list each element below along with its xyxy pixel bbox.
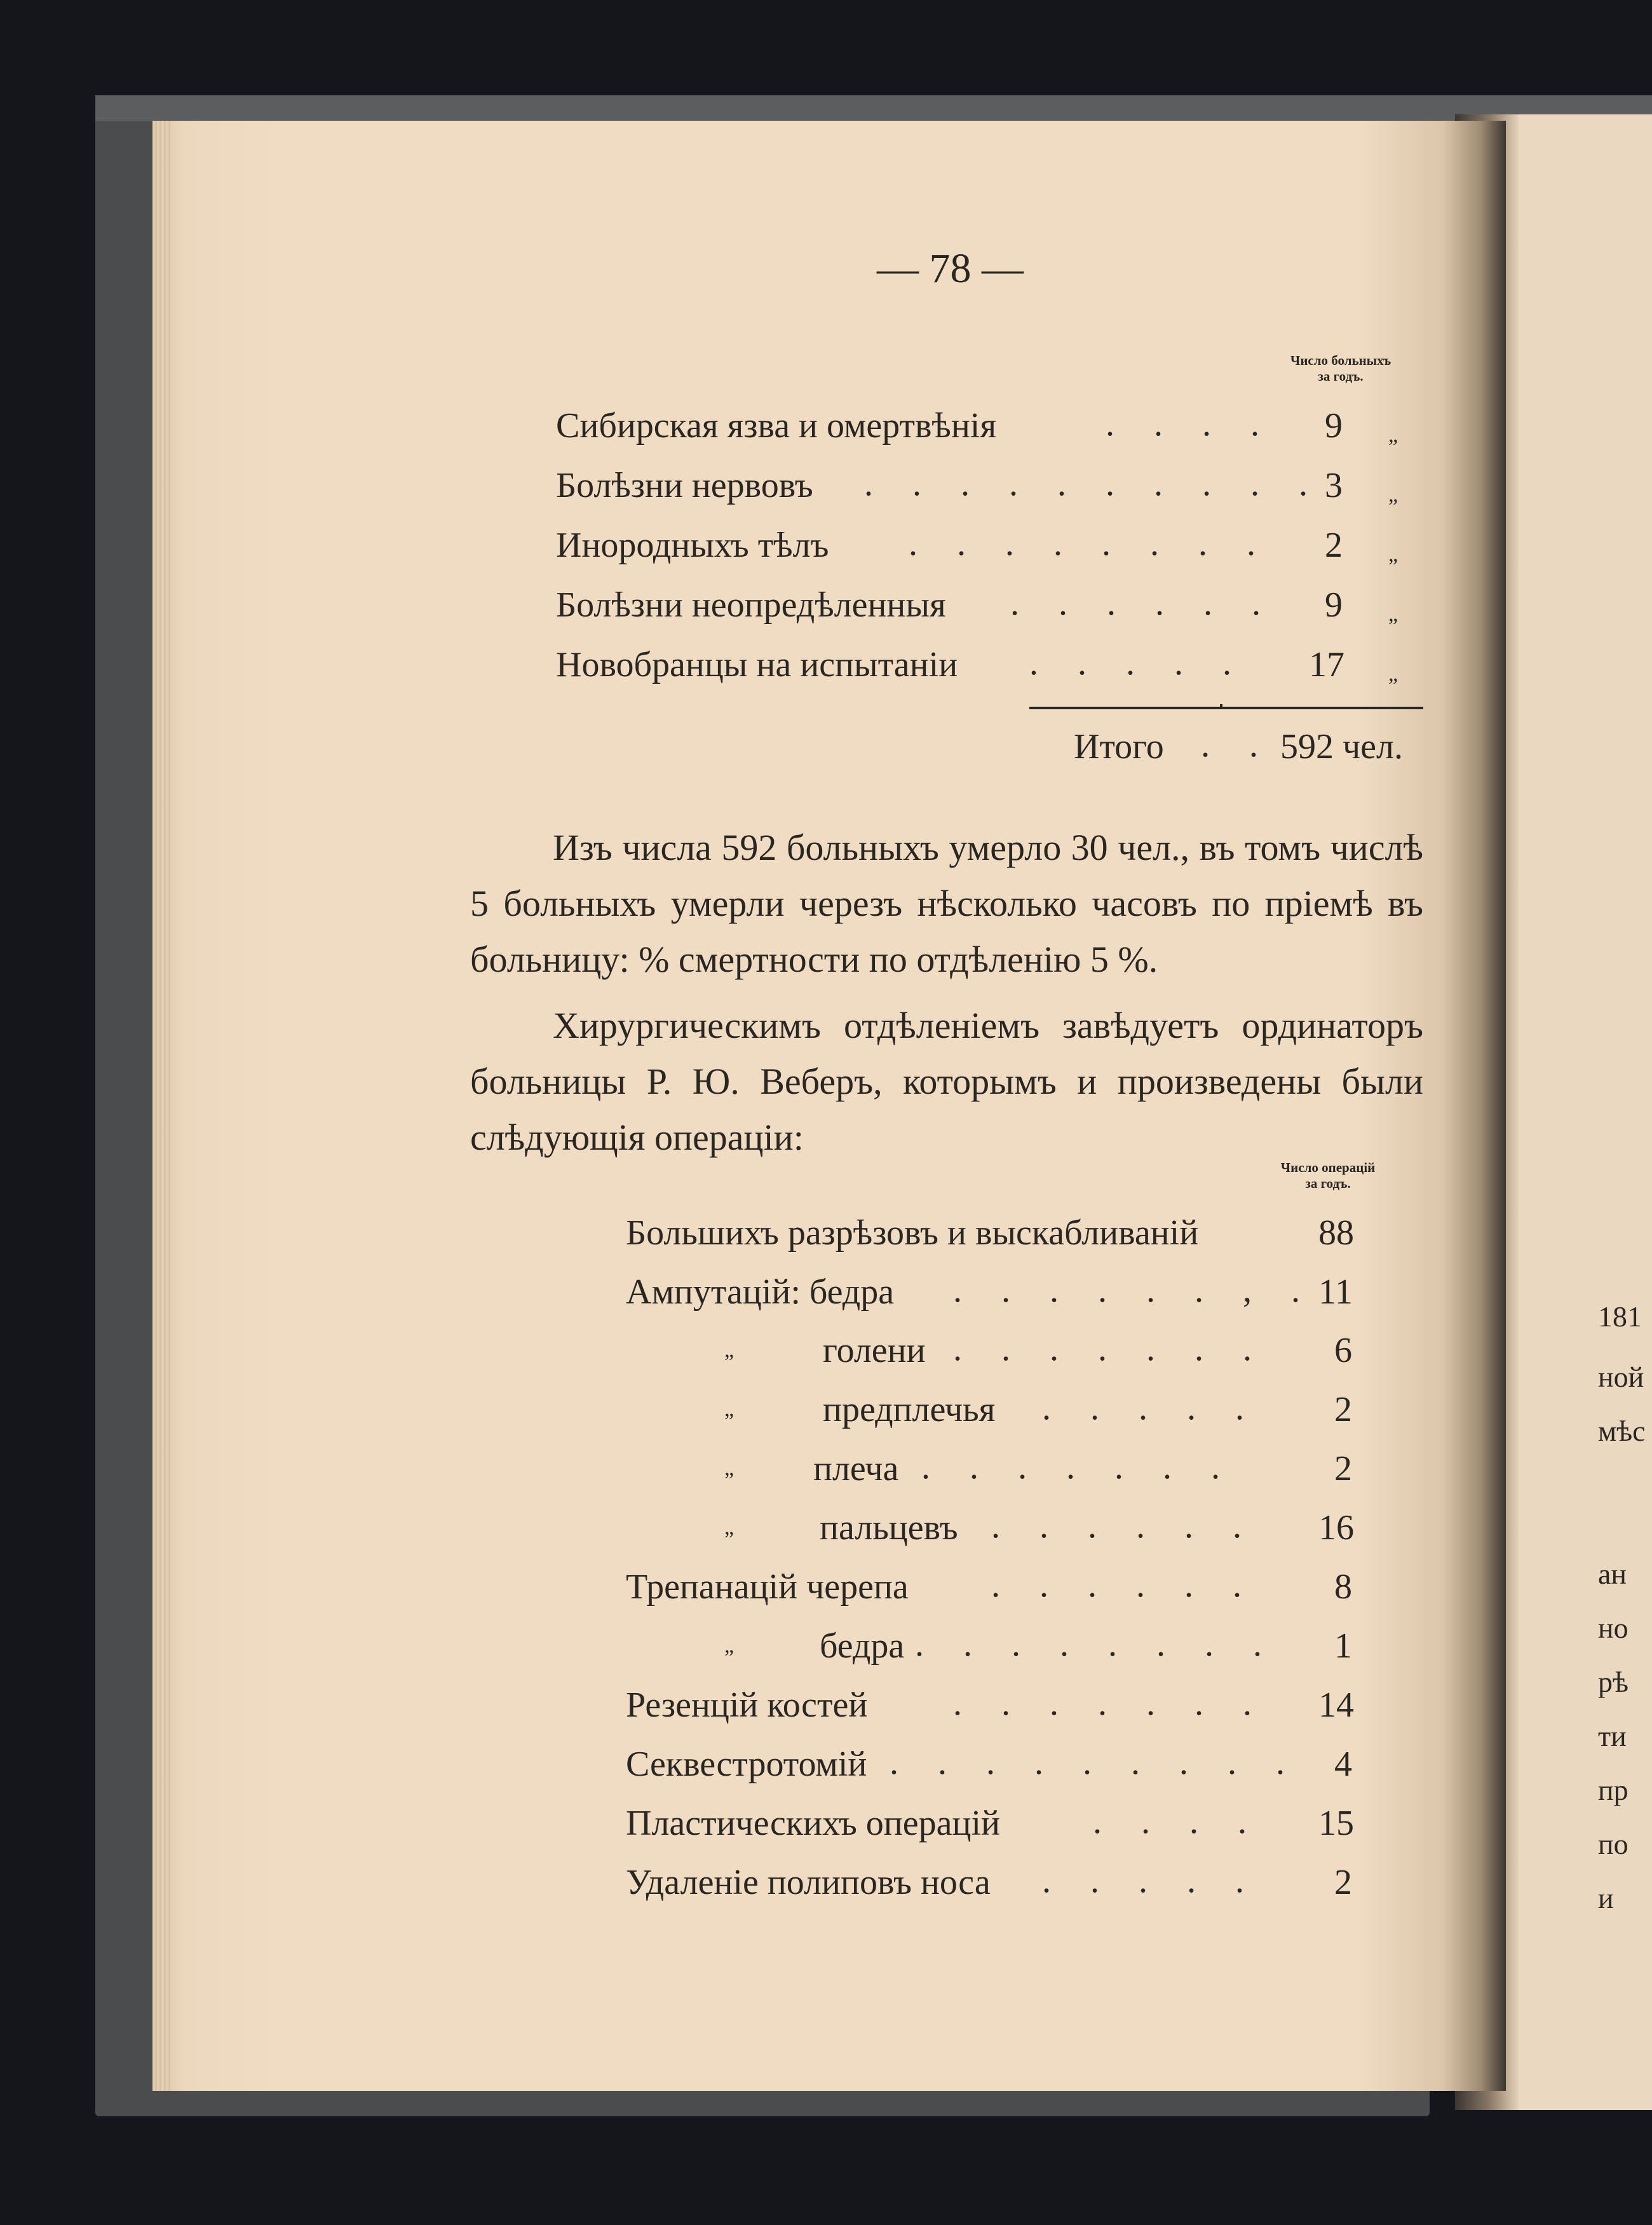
table2-row-label: бедра <box>820 1626 905 1666</box>
ditto-mark: „ <box>1388 662 1398 686</box>
table2-row-value: 8 <box>1334 1567 1352 1607</box>
table2-row-label: Пластическихъ операцій <box>626 1804 1000 1843</box>
table1-row-value: 3 <box>1325 466 1343 505</box>
right-page-text: рѣ <box>1598 1666 1628 1698</box>
right-page-text: но <box>1598 1612 1628 1644</box>
table1-header-line2: за годъ. <box>1318 369 1364 384</box>
book-top-edge <box>95 95 1652 121</box>
leader-dots: . . . . . <box>1042 1388 1259 1427</box>
leader-dots: . . <box>1201 725 1273 765</box>
ditto-mark: „ <box>724 1338 735 1362</box>
table2-row-value: 1 <box>1334 1626 1352 1666</box>
table1-row-label: Инородныхъ тѣлъ <box>556 526 829 565</box>
table2-row-value: 4 <box>1334 1745 1352 1784</box>
total-rule-tick <box>1220 704 1222 709</box>
table1-row-value: 17 <box>1309 645 1344 684</box>
leader-dots: . . . . <box>1106 404 1275 444</box>
table2-row-value: 15 <box>1318 1804 1354 1843</box>
ditto-mark: „ <box>1388 423 1398 447</box>
table2-row-value: 16 <box>1318 1508 1354 1548</box>
right-page-text: и <box>1598 1882 1614 1914</box>
table2-row-value: 14 <box>1318 1685 1354 1725</box>
right-page-text: ной <box>1598 1361 1644 1393</box>
leader-dots: . . . . . . . <box>953 1684 1267 1723</box>
leader-dots: . . . . . . <box>991 1565 1257 1605</box>
leader-dots: . . . . . <box>1029 643 1247 683</box>
page-edges <box>152 121 172 2091</box>
ditto-mark: „ <box>1388 483 1398 507</box>
table2-header-line1: Число операцій <box>1280 1160 1376 1175</box>
leader-dots: . . . . . . . <box>921 1447 1235 1487</box>
leader-dots: . . . . <box>1093 1802 1262 1841</box>
leader-dots: . . . . . . . . <box>909 524 1271 563</box>
right-page-text: 181 <box>1598 1300 1642 1333</box>
table1-row-label: Болѣзни нервовъ <box>556 466 813 505</box>
page-number: — 78 — <box>877 245 1024 292</box>
ditto-mark: „ <box>724 1398 735 1421</box>
right-page-text: мѣс <box>1598 1415 1646 1447</box>
leader-dots: . . . . . <box>1042 1861 1259 1900</box>
ditto-mark: „ <box>724 1457 735 1480</box>
table2-row-label: Резенцій костей <box>626 1685 868 1725</box>
right-page-text: пр <box>1598 1774 1628 1806</box>
table2-row-label: Ампутацій: бедра <box>626 1272 895 1312</box>
table1-row-value: 9 <box>1325 585 1343 625</box>
table1-row-value: 9 <box>1325 406 1343 446</box>
table2-row-value: 2 <box>1334 1449 1352 1488</box>
paragraph-mortality: Изъ числа 592 больныхъ умерло 30 чел., въ томъ числѣ 5 больныхъ умерли черезъ нѣсколько часовъ по пріемѣ въ больницу: % смертности по отдѣленію 5 %. <box>470 827 1423 980</box>
total-rule <box>1029 707 1423 709</box>
ditto-mark: „ <box>1388 543 1398 566</box>
table1-row-label: Болѣзни неопредѣленныя <box>556 585 946 625</box>
leader-dots: . . . . . . . <box>953 1329 1267 1368</box>
leader-dots: . . . . . . <box>991 1506 1257 1546</box>
paragraph-surgery: Хирургическимъ отдѣленіемъ завѣдуетъ ординаторъ больницы Р. Ю. Веберъ, которымъ и произведены были слѣдующія операціи: <box>470 1005 1423 1158</box>
ditto-mark: „ <box>724 1634 735 1657</box>
ditto-mark: „ <box>1388 602 1398 626</box>
leader-dots: . . . . . . . . . <box>890 1743 1300 1782</box>
table2-row-label: Большихъ разрѣзовъ и выскабливаній <box>626 1213 1199 1253</box>
table1-row-label: Сибирская язва и омертвѣнія <box>556 406 997 446</box>
table2-row-value: 6 <box>1334 1331 1352 1370</box>
table2-row-label: голени <box>823 1331 926 1370</box>
leader-dots: . . . . . . , . <box>953 1270 1315 1310</box>
table2-row-label: предплечья <box>823 1390 996 1429</box>
leader-dots: . . . . . . <box>1010 583 1276 623</box>
right-page-text: ти <box>1598 1720 1627 1752</box>
table1-row-value: 2 <box>1325 526 1343 565</box>
table2-row-label: плеча <box>813 1449 899 1488</box>
table2-row-value: 2 <box>1334 1390 1352 1429</box>
table2-row-value: 11 <box>1318 1272 1353 1312</box>
table2-row-value: 88 <box>1318 1213 1354 1253</box>
right-page-text: ан <box>1598 1558 1627 1590</box>
leader-dots: . . . . . . . . <box>915 1624 1277 1664</box>
table2-row-value: 2 <box>1334 1863 1352 1902</box>
table2-row-label: Удаленіе полиповъ носа <box>626 1863 991 1902</box>
table2-row-label: пальцевъ <box>820 1508 958 1548</box>
table2-header-line2: за годъ. <box>1305 1176 1351 1191</box>
table1-row-label: Новобранцы на испытаніи <box>556 645 958 684</box>
right-page-text: по <box>1598 1828 1628 1860</box>
total-value: 592 чел. <box>1280 727 1403 766</box>
table2-row-label: Секвестротомій <box>626 1745 867 1784</box>
leader-dots: . . . . . . . . . . <box>864 464 1323 503</box>
table2-row-label: Трепанацій черепа <box>626 1567 909 1607</box>
table1-header-line1: Число больныхъ <box>1290 353 1391 368</box>
total-label: Итого <box>1074 727 1164 766</box>
ditto-mark: „ <box>724 1516 735 1539</box>
